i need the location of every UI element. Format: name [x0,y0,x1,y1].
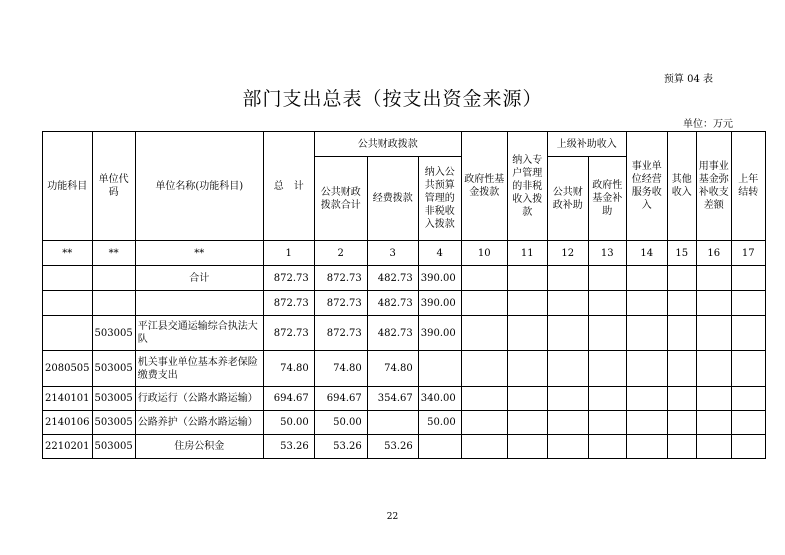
subtotal-cell: 694.67 [314,387,367,411]
subtotal-cell: 872.73 [314,291,367,316]
empty-cell [667,266,696,291]
header-unit-code: 单位代码 [92,132,135,241]
header-unit-name: 单位名称(功能科目) [135,132,263,241]
empty-cell [547,316,588,351]
expenditure-table [42,131,766,459]
unit-code-cell [92,266,135,291]
empty-cell [696,435,731,459]
empty-cell [696,387,731,411]
appropriation-cell: 354.67 [367,387,418,411]
empty-cell [731,435,765,459]
unit-name-cell: 平江县交通运输综合执法大队 [135,316,263,351]
unit-code-cell: 503005 [92,316,135,351]
index-cell: 13 [588,241,626,266]
unit-code-cell: 503005 [92,411,135,435]
table-row [43,387,766,411]
subtotal-cell: 74.80 [314,351,367,387]
header-carryover: 上年结转 [731,132,765,241]
header-nontax-budget: 纳入公共预算管理的非税收入拨款 [418,157,461,241]
header-fund-balance: 用事业基金弥补收支差额 [696,132,731,241]
total-cell: 53.26 [263,435,314,459]
unit-name-cell: 合计 [135,266,263,291]
header-special-nontax: 纳入专户管理的非税收入拨款 [507,132,547,241]
empty-cell [547,291,588,316]
empty-cell [461,411,507,435]
index-cell: 15 [667,241,696,266]
empty-cell [507,291,547,316]
empty-cell [507,411,547,435]
empty-cell [667,316,696,351]
index-cell: 3 [367,241,418,266]
empty-cell [461,351,507,387]
index-cell: 11 [507,241,547,266]
index-cell: ** [92,241,135,266]
empty-cell [588,266,626,291]
index-cell: 14 [626,241,667,266]
index-cell: 2 [314,241,367,266]
header-appropriation: 经费拨款 [367,157,418,241]
empty-cell [588,435,626,459]
table-row [43,411,766,435]
table-row [43,351,766,387]
empty-cell [626,411,667,435]
func-code-cell: 2140106 [43,411,93,435]
index-cell: 10 [461,241,507,266]
empty-cell [731,351,765,387]
empty-cell [461,291,507,316]
appropriation-cell: 482.73 [367,316,418,351]
empty-cell [626,291,667,316]
page-title: 部门支出总表（按支出资金来源） [242,88,543,110]
index-cell: ** [43,241,93,266]
table-code-label: 预算 04 表 [663,74,713,85]
table-row [43,266,766,291]
subtotal-cell: 50.00 [314,411,367,435]
empty-cell [626,266,667,291]
table-row [43,316,766,351]
empty-cell [696,316,731,351]
unit-name-cell: 住房公积金 [135,435,263,459]
empty-cell [507,266,547,291]
empty-cell [547,435,588,459]
nontax-cell: 390.00 [418,291,461,316]
empty-cell [626,316,667,351]
empty-cell [696,411,731,435]
total-cell: 872.73 [263,266,314,291]
table-row [43,291,766,316]
index-cell: 4 [418,241,461,266]
index-cell: 12 [547,241,588,266]
empty-cell [588,316,626,351]
empty-cell [731,316,765,351]
nontax-cell [418,351,461,387]
header-gov-fund-subsidy: 政府性基金补助 [588,157,626,241]
header-other-income: 其他收入 [667,132,696,241]
empty-cell [507,435,547,459]
unit-code-cell: 503005 [92,435,135,459]
empty-cell [507,316,547,351]
subtotal-cell: 53.26 [314,435,367,459]
appropriation-cell: 53.26 [367,435,418,459]
empty-cell [547,266,588,291]
empty-cell [667,411,696,435]
nontax-cell: 390.00 [418,266,461,291]
appropriation-cell: 482.73 [367,291,418,316]
unit-code-cell: 503005 [92,387,135,411]
empty-cell [461,387,507,411]
nontax-cell: 50.00 [418,411,461,435]
func-code-cell: 2210201 [43,435,93,459]
unit-code-cell [92,291,135,316]
empty-cell [696,291,731,316]
empty-cell [588,291,626,316]
empty-cell [626,387,667,411]
empty-cell [696,351,731,387]
empty-cell [731,291,765,316]
page-number: 22 [386,512,399,522]
empty-cell [731,387,765,411]
header-pf-subtotal: 公共财政拨款合计 [314,157,367,241]
index-row [43,241,766,266]
empty-cell [547,411,588,435]
nontax-cell [418,435,461,459]
header-public-finance: 公共财政拨款 [314,132,461,157]
empty-cell [461,435,507,459]
total-cell: 872.73 [263,291,314,316]
header-total: 总 计 [263,132,314,241]
empty-cell [547,351,588,387]
total-cell: 694.67 [263,387,314,411]
table-row [43,435,766,459]
header-public-subsidy: 公共财政补助 [547,157,588,241]
subtotal-cell: 872.73 [314,316,367,351]
empty-cell [588,351,626,387]
empty-cell [626,351,667,387]
empty-cell [547,387,588,411]
header-func-subject: 功能科目 [43,132,93,241]
func-code-cell: 2140101 [43,387,93,411]
unit-name-cell [135,291,263,316]
index-cell: 16 [696,241,731,266]
empty-cell [667,351,696,387]
unit-label: 单位：万元 [683,119,733,130]
empty-cell [507,351,547,387]
empty-cell [461,316,507,351]
header-gov-fund: 政府性基金拨款 [461,132,507,241]
func-code-cell [43,291,93,316]
func-code-cell [43,266,93,291]
unit-name-cell: 行政运行（公路水路运输） [135,387,263,411]
appropriation-cell [367,411,418,435]
header-business-income: 事业单位经营服务收入 [626,132,667,241]
subtotal-cell: 872.73 [314,266,367,291]
empty-cell [626,435,667,459]
unit-code-cell: 503005 [92,351,135,387]
empty-cell [588,411,626,435]
appropriation-cell: 74.80 [367,351,418,387]
index-cell: 1 [263,241,314,266]
index-cell: 17 [731,241,765,266]
nontax-cell: 340.00 [418,387,461,411]
func-code-cell: 2080505 [43,351,93,387]
nontax-cell: 390.00 [418,316,461,351]
unit-name-cell: 机关事业单位基本养老保险缴费支出 [135,351,263,387]
empty-cell [731,411,765,435]
empty-cell [507,387,547,411]
header-row-1 [43,132,766,157]
total-cell: 74.80 [263,351,314,387]
empty-cell [667,291,696,316]
empty-cell [588,387,626,411]
index-cell: ** [135,241,263,266]
empty-cell [667,387,696,411]
unit-name-cell: 公路养护（公路水路运输） [135,411,263,435]
empty-cell [461,266,507,291]
func-code-cell [43,316,93,351]
empty-cell [667,435,696,459]
header-superior-subsidy: 上级补助收入 [547,132,626,157]
empty-cell [696,266,731,291]
total-cell: 50.00 [263,411,314,435]
empty-cell [731,266,765,291]
appropriation-cell: 482.73 [367,266,418,291]
total-cell: 872.73 [263,316,314,351]
